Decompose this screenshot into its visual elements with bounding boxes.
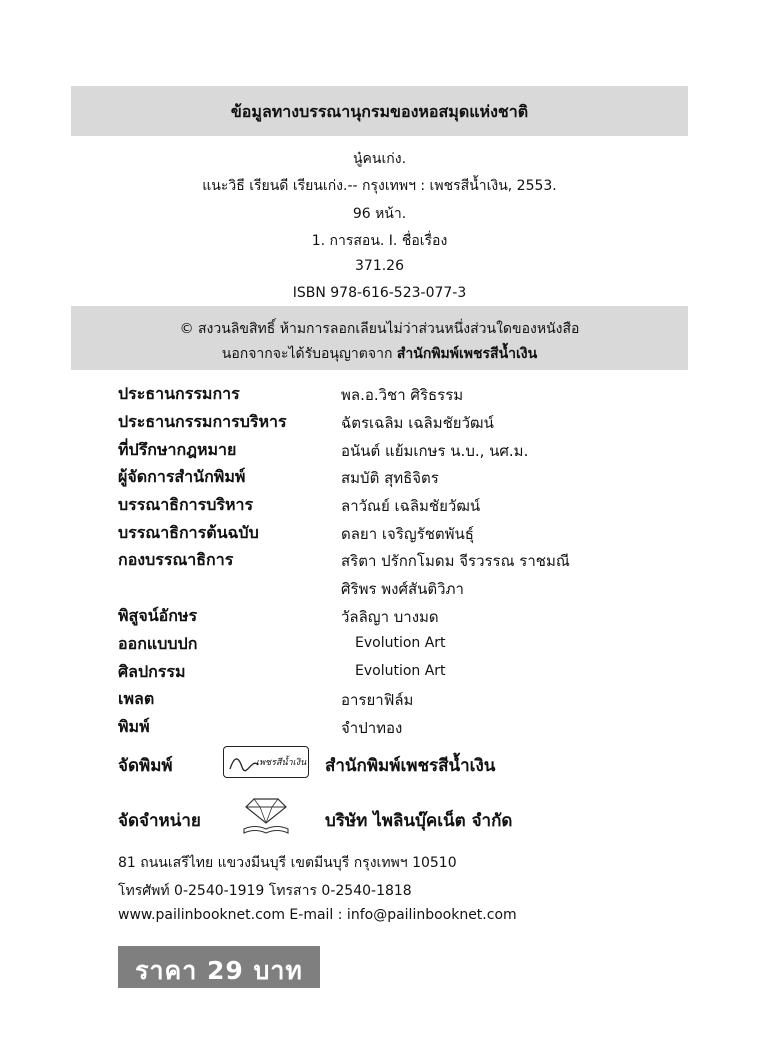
credit-value: จำปาทอง <box>341 719 403 737</box>
credit-value: อารยาฟิล์ม <box>341 691 414 709</box>
cip-subject: 1. การสอน. I. ชื่อเรื่อง <box>311 233 448 249</box>
price-box <box>118 946 320 988</box>
credit-label: ออกแบบปก <box>118 634 198 653</box>
credit-value: พล.อ.วิชา ศิริธรรม <box>341 386 464 404</box>
address-web: www.pailinbooknet.com E-mail : info@pailinbooknet.com <box>118 907 517 923</box>
credit-label: บรรณาธิการต้นฉบับ <box>118 523 259 542</box>
credit-value: ฉัตรเฉลิม เฉลิมชัยวัฒน์ <box>341 414 494 432</box>
credit-label: บรรณาธิการบริหาร <box>118 495 254 514</box>
cip-header-title: ข้อมูลทางบรรณานุกรมของหอสมุดแห่งชาติ <box>230 102 529 121</box>
credit-label: ผู้จัดการสำนักพิมพ์ <box>118 467 246 486</box>
cip-classification: 371.26 <box>355 258 404 274</box>
credit-value: สมบัติ สุทธิจิตร <box>341 469 439 487</box>
credit-label: ประธานกรรมการบริหาร <box>118 412 287 431</box>
credit-label: กองบรรณาธิการ <box>118 550 234 569</box>
credit-value: Evolution Art <box>355 635 446 651</box>
copyright-line-2 <box>71 343 688 365</box>
address-phone: โทรศัพท์ 0-2540-1919 โทรสาร 0-2540-1818 <box>118 883 412 899</box>
credit-value: วัลลิญา บางมด <box>341 608 439 626</box>
cip-author: นู๋คนเก่ง. <box>352 151 407 167</box>
credit-label: พิสูจน์อักษร <box>118 606 198 625</box>
cip-title-line: แนะวิธี เรียนดี เรียนเก่ง.-- กรุงเทพฯ : เพชรสีน้ำเงิน, 2553. <box>202 178 557 194</box>
copyright-line-1: © สงวนลิขสิทธิ์ ห้ามการลอกเลียนไม่ว่าส่วนหนึ่งส่วนใดของหนังสือ <box>179 321 580 337</box>
address-street: 81 ถนนเสรีไทย แขวงมีนบุรี เขตมีนบุรี กรุงเทพฯ 10510 <box>118 855 457 871</box>
copyright-publisher: สำนักพิมพ์เพชรสีน้ำเงิน <box>396 346 538 362</box>
credit-value: Evolution Art <box>355 663 446 679</box>
publisher-logo <box>223 746 309 778</box>
credit-label: พิมพ์ <box>118 717 150 736</box>
cip-pages: 96 หน้า. <box>352 206 407 222</box>
publisher-name: สำนักพิมพ์เพชรสีน้ำเงิน <box>325 756 496 776</box>
credit-label: ที่ปรึกษากฎหมาย <box>118 440 237 459</box>
copyright-band <box>71 306 688 370</box>
cip-isbn: ISBN 978-616-523-077-3 <box>292 285 467 301</box>
price-text: ราคา 29 บาท <box>135 956 303 985</box>
distributor-label: จัดจำหน่าย <box>118 811 201 831</box>
credit-label: เพลต <box>118 689 155 708</box>
credit-value: ดลยา เจริญรัชตพันธุ์ <box>341 525 474 543</box>
credit-value-continued: ศิริพร พงศ์สันติวิภา <box>341 580 464 598</box>
credit-label: ศิลปกรรม <box>118 662 186 681</box>
credit-value: สริตา ปรักกโมดม จีรวรรณ ราชมณี <box>341 552 570 570</box>
publisher-logo-text: เพชรสีน้ำเงิน <box>256 758 307 768</box>
copyright-line-2-prefix: นอกจากจะได้รับอนุญาตจาก <box>221 346 397 362</box>
distributor-name: บริษัท ไพลินบุ๊คเน็ต จำกัด <box>325 811 513 831</box>
publisher-label: จัดพิมพ์ <box>118 756 173 776</box>
cip-header-band <box>71 86 688 136</box>
diamond-book-icon <box>240 795 292 837</box>
credit-label: ประธานกรรมการ <box>118 384 240 403</box>
credit-value: อนันต์ แย้มเกษร น.บ., นศ.ม. <box>341 442 529 460</box>
credit-value: ลาวัณย์ เฉลิมชัยวัฒน์ <box>341 497 481 515</box>
